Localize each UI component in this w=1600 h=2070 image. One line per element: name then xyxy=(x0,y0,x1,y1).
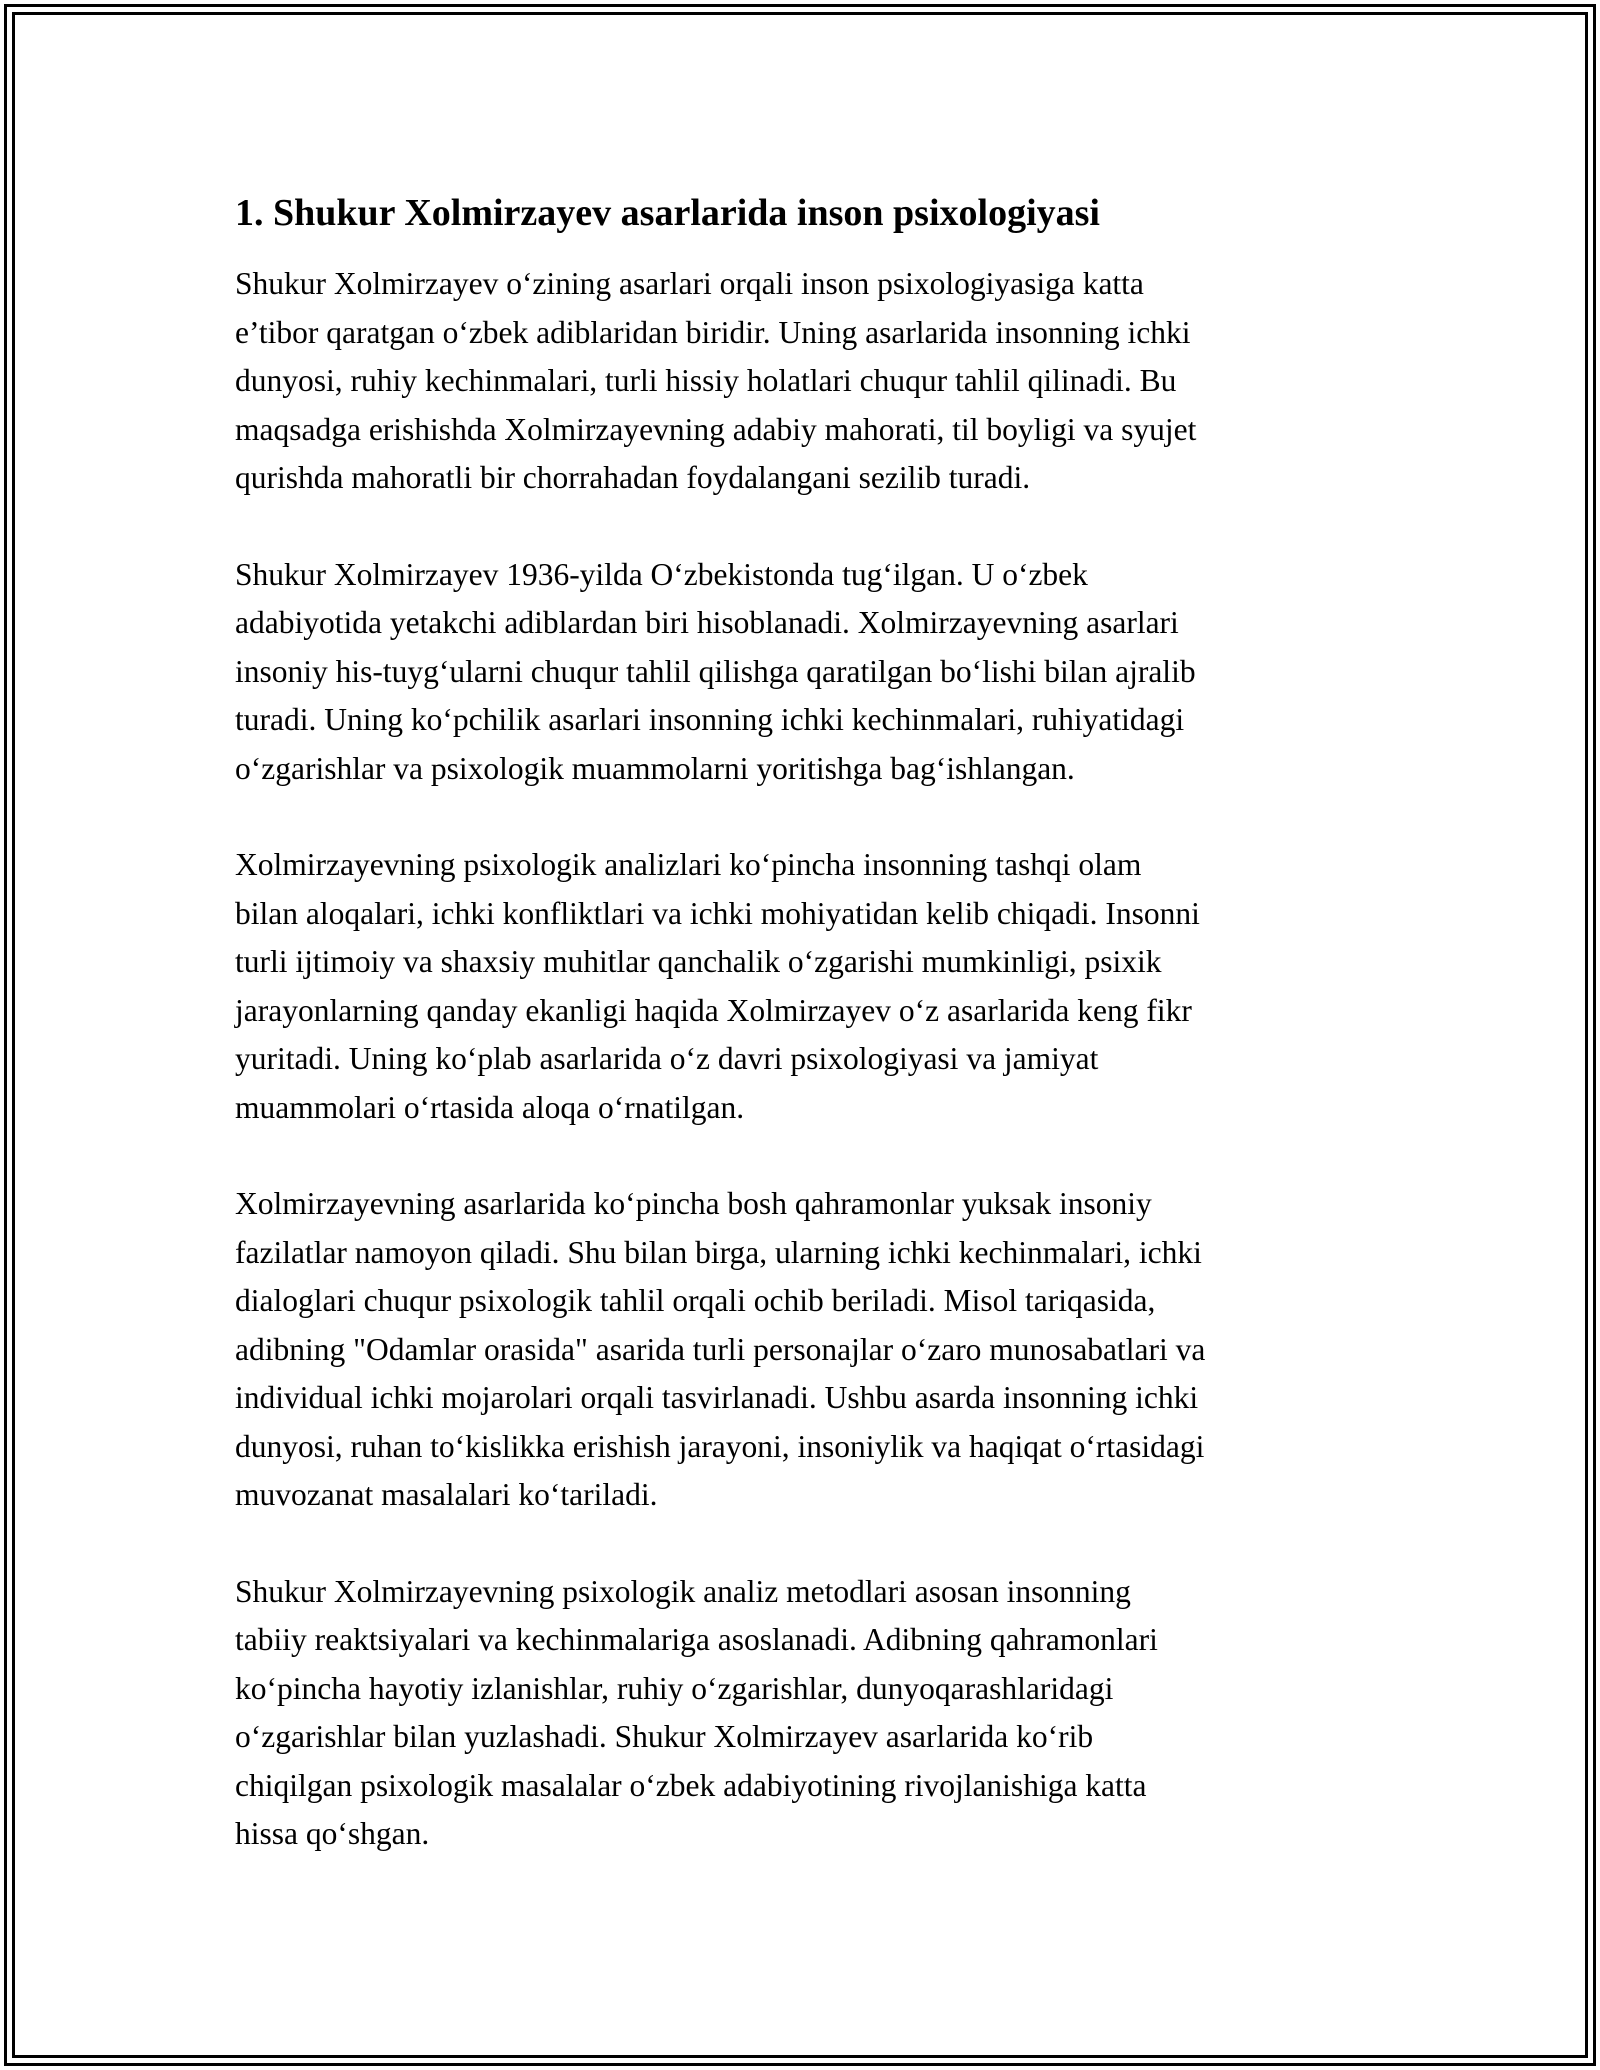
paragraph-line: adibning "Odamlar orasida" asarida turli personajlar o‘zaro munosabatlari va xyxy=(235,1331,1206,1367)
paragraph-line: e’tibor qaratgan o‘zbek adiblaridan biridir. Uning asarlarida insonning ichki xyxy=(235,314,1191,350)
paragraph-line: tabiiy reaktsiyalari va kechinmalariga asoslanadi. Adibning qahramonlari xyxy=(235,1622,1158,1657)
paragraph-line: adabiyotida yetakchi adiblardan biri hisoblanadi. Xolmirzayevning asarlari xyxy=(235,605,1179,640)
paragraph-1 xyxy=(235,260,1375,503)
document-title: 1. Shukur Xolmirzayev asarlarida inson psixologiyasi xyxy=(235,192,1100,234)
paragraph-line: bilan aloqalari, ichki konfliktlari va ichki mohiyatidan kelib chiqadi. Insonni xyxy=(235,895,1200,931)
paragraph-line: turadi. Uning ko‘pchilik asarlari insonning ichki kechinmalari, ruhiyatidagi xyxy=(235,702,1185,737)
paragraph-3 xyxy=(235,841,1375,1132)
paragraph-line: qurishda mahoratli bir chorrahadan foydalangani sezilib turadi. xyxy=(235,460,1031,495)
paragraph-line: dunyosi, ruhan to‘kislikka erishish jarayoni, insoniylik va haqiqat o‘rtasidagi xyxy=(235,1428,1205,1464)
paragraph-line: hissa qo‘shgan. xyxy=(235,1816,430,1851)
paragraph-4 xyxy=(235,1180,1375,1520)
paragraph-line: fazilatlar namoyon qiladi. Shu bilan birga, ularning ichki kechinmalari, ichki xyxy=(235,1234,1202,1270)
paragraph-line: ko‘pincha hayotiy izlanishlar, ruhiy o‘zgarishlar, dunyoqarashlaridagi xyxy=(235,1670,1114,1706)
paragraph-2 xyxy=(235,551,1375,794)
paragraph-line: Shukur Xolmirzayevning psixologik analiz metodlari asosan insonning xyxy=(235,1573,1131,1609)
paragraph-line: Shukur Xolmirzayev o‘zining asarlari orqali inson psixologiyasiga katta xyxy=(235,266,1144,301)
paragraph-5 xyxy=(235,1568,1375,1859)
paragraph-line: Shukur Xolmirzayev 1936-yilda O‘zbekistonda tug‘ilgan. U o‘zbek xyxy=(235,556,1088,592)
document-body xyxy=(235,188,1375,1907)
paragraph-line: yuritadi. Uning ko‘plab asarlarida o‘z davri psixologiyasi va jamiyat xyxy=(235,1041,1099,1076)
paragraph-line: maqsadga erishishda Xolmirzayevning adabiy mahorati, til boyligi va syujet xyxy=(235,411,1197,447)
paragraph-line: individual ichki mojarolari orqali tasvirlanadi. Ushbu asarda insonning ichki xyxy=(235,1380,1199,1415)
paragraph-line: muammolari o‘rtasida aloqa o‘rnatilgan. xyxy=(235,1089,745,1125)
paragraph-line: o‘zgarishlar bilan yuzlashadi. Shukur Xolmirzayev asarlarida ko‘rib xyxy=(235,1719,1094,1754)
paragraph-line: muvozanat masalalari ko‘tariladi. xyxy=(235,1477,658,1512)
paragraph-line: dialoglari chuqur psixologik tahlil orqali ochib beriladi. Misol tariqasida, xyxy=(235,1283,1156,1318)
paragraph-line: Xolmirzayevning psixologik analizlari ko‘pincha insonning tashqi olam xyxy=(235,847,1142,882)
paragraph-list xyxy=(235,260,1375,1859)
paragraph-line: o‘zgarishlar va psixologik muammolarni yoritishga bag‘ishlangan. xyxy=(235,750,1075,786)
paragraph-line: chiqilgan psixologik masalalar o‘zbek adabiyotining rivojlanishiga katta xyxy=(235,1767,1147,1803)
paragraph-line: jarayonlarning qanday ekanligi haqida Xolmirzayev o‘z asarlarida keng fikr xyxy=(235,992,1192,1028)
paragraph-line: insoniy his-tuyg‘ularni chuqur tahlil qilishga qaratilgan bo‘lishi bilan ajralib xyxy=(235,653,1196,689)
paragraph-line: dunyosi, ruhiy kechinmalari, turli hissiy holatlari chuqur tahlil qilinadi. Bu xyxy=(235,363,1177,398)
paragraph-line: turli ijtimoiy va shaxsiy muhitlar qanchalik o‘zgarishi mumkinligi, psixik xyxy=(235,944,1162,979)
paragraph-line: Xolmirzayevning asarlarida ko‘pincha bosh qahramonlar yuksak insoniy xyxy=(235,1186,1152,1221)
